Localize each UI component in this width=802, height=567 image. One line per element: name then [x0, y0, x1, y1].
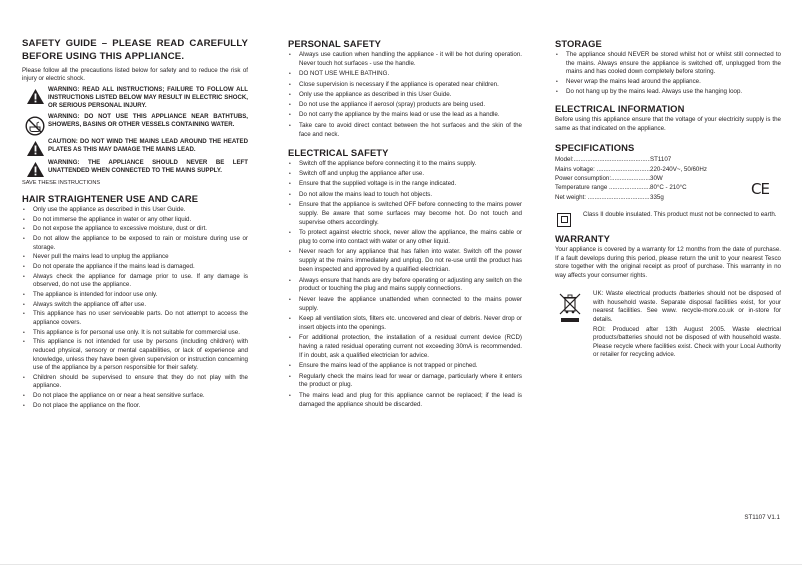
- list-item: • Only use the appliance as described in this User Guide.: [288, 91, 522, 100]
- list-item: • This appliance is not intended for use by persons (including children) with reduced physical, sensory or mental capabilities, or lack of experience and knowledge, unless they have been given supervision or instruction concerning use of the appliance by a person responsible for their safety.: [22, 338, 248, 372]
- spec-value: 80°C - 210°C: [650, 184, 687, 192]
- list-item: • This appliance is for personal use only. It is not suitable for commercial use.: [22, 329, 248, 338]
- warning-read-instructions: [22, 86, 248, 110]
- spec-value: ST1107: [650, 156, 672, 164]
- list-item: • Ensure that the supplied voltage is in the range indicated.: [288, 180, 522, 189]
- list-item: • Do not place the appliance on or near a heat sensitive surface.: [22, 392, 248, 401]
- spec-row-power: [555, 174, 781, 183]
- spec-row-weight: [555, 193, 781, 202]
- document-version-code: ST1107 V1.1: [744, 514, 780, 521]
- list-item: • Do not expose the appliance to excessive moisture, dust or dirt.: [22, 225, 248, 234]
- weee-disposal-notice: [555, 290, 781, 361]
- warning-text: WARNING: THE APPLIANCE SHOULD NEVER BE LEFT UNATTENDED WHEN CONNECTED TO THE MAINS SUPPLY.: [48, 158, 248, 174]
- list-item: • DO NOT USE WHILE BATHING.: [288, 70, 522, 79]
- list-item: • This appliance has no user serviceable parts. Do not attempt to access the appliance covers.: [22, 310, 248, 327]
- storage-list: [555, 51, 781, 96]
- list-item: • Regularly check the mains lead for wear or damage, particularly where it enters the product or plug.: [288, 373, 522, 391]
- list-item: • Close supervision is necessary if the appliance is operated near children.: [288, 81, 522, 90]
- list-item: • Ensure that the appliance is switched OFF before connecting to the mains power supply. Be aware that some surfaces may become hot. Do not touch and supervise others accordingly.: [288, 201, 522, 228]
- list-item: • Do not carry the appliance by the mains lead or use the lead as a handle.: [288, 111, 522, 120]
- list-item: • Always switch the appliance off after use.: [22, 301, 248, 310]
- caution-mains-lead: [22, 138, 248, 156]
- class-ii-double-insulated-icon: [557, 213, 571, 227]
- list-item: • Keep all ventilation slots, filters etc. uncovered and clear of debris. Never drop or insert objects into the openings.: [288, 315, 522, 333]
- warning-unattended: [22, 159, 248, 177]
- section-heading-electrical-safety: ELECTRICAL SAFETY: [288, 146, 389, 158]
- list-item: • Do not operate the appliance if the mains lead is damaged.: [22, 263, 248, 272]
- weee-text: [593, 290, 781, 361]
- list-item: • Never reach for any appliance that has fallen into water. Switch off the power supply at the mains immediately and unplug. Do not re-use until the product has been inspected and approved by a qualified electrician.: [288, 248, 522, 275]
- section-heading-use-and-care: HAIR STRAIGHTENER USE AND CARE: [22, 193, 199, 204]
- use-and-care-list: [22, 206, 248, 410]
- section-heading-electrical-information: ELECTRICAL INFORMATION: [555, 103, 685, 115]
- column-safety: [288, 38, 522, 411]
- list-item: • The mains lead and plug for this appliance cannot be replaced; if the lead is damaged the appliance should be discarded.: [288, 392, 522, 410]
- spec-label: Temperature range .....: [555, 183, 650, 192]
- list-item: • Never leave the appliance unattended when connected to the mains power supply.: [288, 296, 522, 314]
- page-title: SAFETY GUIDE – PLEASE READ CAREFULLY BEFORE USING THIS APPLIANCE.: [22, 38, 248, 62]
- list-item: • Never pull the mains lead to unplug the appliance: [22, 253, 248, 262]
- section-heading-personal-safety: PERSONAL SAFETY: [288, 38, 382, 49]
- class-ii-notice: [555, 211, 781, 227]
- list-item: • The appliance is intended for indoor use only.: [22, 291, 248, 300]
- section-heading-storage: STORAGE: [555, 38, 602, 49]
- list-item: • Ensure the mains lead of the appliance is not trapped or pinched.: [288, 362, 522, 371]
- specifications-table: [555, 155, 781, 201]
- list-item: • Always ensure that hands are dry before operating or adjusting any switch on the product or touching the plug and mains supply connections.: [288, 277, 522, 295]
- crossed-out-wheelie-bin-icon: [555, 290, 585, 322]
- warning-text: CAUTION: DO NOT WIND THE MAINS LEAD AROUND THE HEATED PLATES AS THIS MAY DAMAGE THE MAINS LEAD.: [48, 138, 248, 153]
- list-item: • Do not use the appliance if aerosol (spray) products are being used.: [288, 101, 522, 110]
- list-item: • Always check the appliance for damage prior to use. If any damage is observed, do not use the appliance.: [22, 273, 248, 290]
- list-item: • To protect against electric shock, never allow the appliance, the mains cable or plug to come into contact with water or any other liquid.: [288, 229, 522, 247]
- list-item: • Switch off and unplug the appliance after use.: [288, 170, 522, 179]
- warning-no-water: [22, 113, 248, 136]
- section-heading-warranty: WARRANTY: [555, 232, 610, 244]
- warning-text: WARNING: DO NOT USE THIS APPLIANCE NEAR BATHTUBS, SHOWERS, BASINS OR OTHER VESSELS CONTAINING WATER.: [48, 112, 248, 128]
- spec-row-model: [555, 155, 781, 164]
- list-item: • Never wrap the mains lead around the appliance.: [555, 78, 781, 87]
- spec-value: 30W: [650, 175, 663, 183]
- list-item: • Switch off the appliance before connecting it to the mains supply.: [288, 160, 522, 169]
- column-storage-specs: [555, 38, 781, 361]
- spec-label: Power consumption: .....: [555, 174, 650, 183]
- warranty-text: Your appliance is covered by a warranty for 12 months from the date of purchase. If a fault develops during this period, please return the unit to your nearest Tesco store together with the original receipt as proof of purchase. This warranty in no way affects your consumer rights.: [555, 245, 781, 279]
- warning-triangle-icon: [22, 86, 48, 104]
- section-heading-specifications: SPECIFICATIONS: [555, 142, 635, 154]
- no-bathtub-icon: [22, 113, 48, 136]
- column-safety-guide: [22, 38, 248, 411]
- list-item: • Only use the appliance as described in this User Guide.: [22, 206, 248, 215]
- list-item: • Do not place the appliance on the floor.: [22, 402, 248, 411]
- list-item: • Children should be supervised to ensure that they do not play with the appliance.: [22, 374, 248, 391]
- spec-label: Model: .....: [555, 155, 650, 164]
- spec-value: 220-240V~, 50/60Hz: [650, 165, 707, 173]
- spec-label: Mains voltage: .....: [555, 165, 650, 174]
- personal-safety-list: [288, 51, 522, 140]
- list-item: • Always use caution when handling the appliance - it will be hot during operation. Never touch hot surfaces - use the handle.: [288, 51, 522, 69]
- ce-mark-icon: CE: [751, 180, 769, 199]
- weee-roi-text: ROI: Produced after 13th August 2005. Waste electrical products/batteries should not be disposed of with household waste. Please recycle where facilities exist. Check with your Local Authority or retailer for recycling advice.: [593, 325, 781, 359]
- list-item: • Do not hang up by the mains lead. Always use the hanging loop.: [555, 88, 781, 97]
- spec-label: Net weight: .....: [555, 193, 650, 202]
- class-ii-text: Class II double insulated. This product must not be connected to earth.: [583, 210, 777, 218]
- intro-text: Please follow all the precautions listed below for safety and to reduce the risk of injury or electric shock.: [22, 67, 248, 82]
- save-instructions-note: SAVE THESE INSTRUCTIONS: [22, 180, 101, 186]
- electrical-safety-list: [288, 160, 522, 410]
- list-item: • Take care to avoid direct contact between the hot surfaces and the skin of the face and neck.: [288, 122, 522, 140]
- list-item: • For additional protection, the installation of a residual current device (RCD) having a rated residual operating current not exceeding 30mA is recommended. If in doubt, ask a qualified electrician for advice.: [288, 334, 522, 361]
- warning-triangle-icon: [22, 159, 48, 177]
- list-item: • Do not allow the mains lead to touch hot objects.: [288, 191, 522, 200]
- spec-value: 335g: [650, 193, 664, 201]
- warning-text: WARNING: READ ALL INSTRUCTIONS; FAILURE TO FOLLOW ALL INSTRUCTIONS LISTED BELOW MAY RESULT IN ELECTRIC SHOCK, OR SERIOUS PERSONAL INJURY.: [48, 86, 248, 109]
- electrical-information-text: Before using this appliance ensure that the voltage of your electricity supply is the same as that indicated on the appliance.: [555, 116, 781, 132]
- list-item: • Do not immerse the appliance in water or any other liquid.: [22, 216, 248, 225]
- weee-uk-text: UK: Waste electrical products /batteries should not be disposed of with household waste. Separate disposal facilities exist, for your nearest facilities. See www. recycle-more.co.uk or in-store for details.: [593, 290, 781, 324]
- list-item: • Do not allow the appliance to be exposed to rain or moisture during use or storage.: [22, 235, 248, 252]
- warning-triangle-icon: [22, 138, 48, 156]
- list-item: • The appliance should NEVER be stored whilst hot or whilst still connected to the mains. Always ensure the appliance is switched off, unplugged from the mains and has cooled down completely before storing.: [555, 51, 781, 77]
- spec-row-mains-voltage: [555, 165, 781, 174]
